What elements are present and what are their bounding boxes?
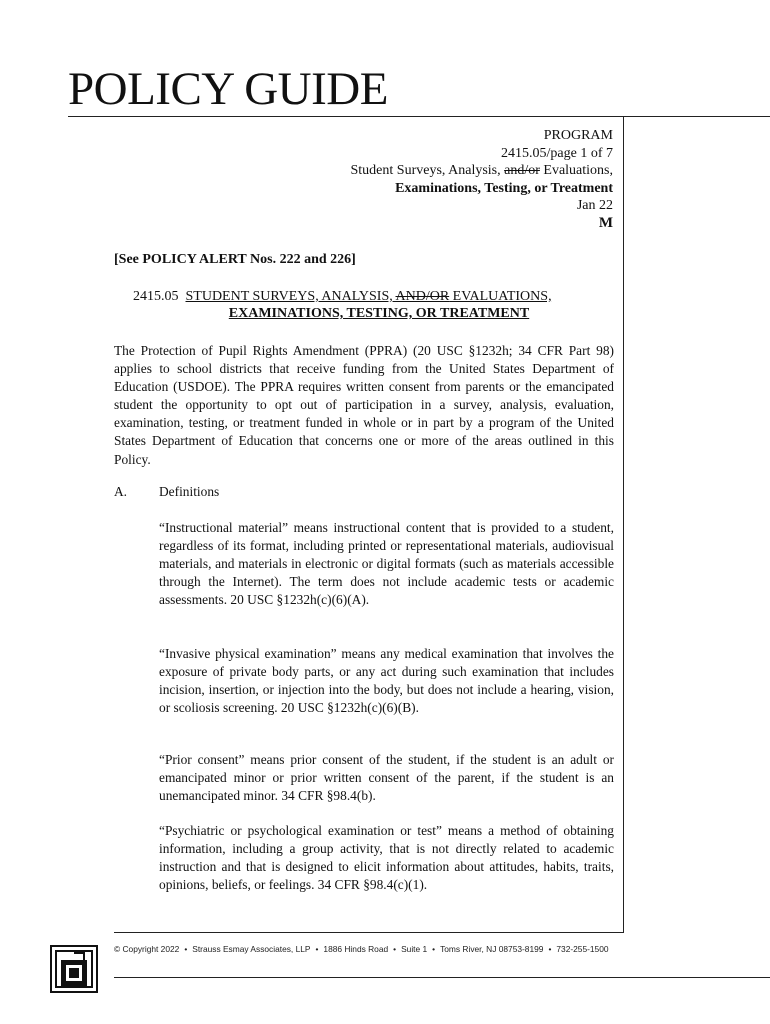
publisher-logo-icon [50, 945, 98, 993]
column-rule [623, 116, 624, 933]
policy-number: 2415.05 [133, 289, 179, 304]
page-footer: © Copyright 2022 • Strauss Esmay Associates, LLP • 1886 Hinds Road • Suite 1 • Toms River, NJ 08753-8199 • 732-255-1500 [114, 944, 609, 954]
policy-code: M [598, 214, 613, 231]
section-a-heading [114, 484, 219, 500]
section-label: A. [114, 484, 128, 499]
definition-instructional-material: “Instructional material” means instructional content that is provided to a student, regardless of its format, including printed or representational materials, audiovisual materials, and materials in electronic or digital formats (such as materials accessible through the Internet). The term does not include academic tests or academic assessments. 20 USC §1232h(c)(6)(A). [159, 520, 614, 608]
definition-prior-consent: “Prior consent” means prior consent of the student, if the student is an adult or emancipated minor or prior written consent of the parent, if the student is an unemancipated minor. 34 CFR §98.4(b). [159, 752, 614, 804]
bottom-rule [114, 977, 770, 978]
body-bottom-rule [114, 932, 624, 933]
definition-invasive-physical-examination: “Invasive physical examination” means any medical examination that involves the exposure of private body parts, or any act during such examination that includes incision, insertion, or injection into the body, but does not include a hearing, vision, or scoliosis screening. 20 USC §1232h(c)(6)(B). [159, 646, 614, 716]
heading-line-2: EXAMINATIONS, TESTING, OR TREATMENT [228, 306, 530, 321]
definition-psychiatric-examination: “Psychiatric or psychological examination or test” means a method of obtaining information, including a group activity, that is not directly related to academic instruction and that is designed to elicit information about attitudes, habits, traits, opinions, beliefs, or feelings. 34 CFR §98.4(c)(1). [159, 823, 614, 893]
heading-line-1: STUDENT SURVEYS, ANALYSIS, AND/OR EVALUATIONS, [185, 289, 552, 304]
page-number: 2415.05/page 1 of 7 [501, 145, 613, 161]
page-title: POLICY GUIDE [68, 63, 388, 115]
policy-date: Jan 22 [576, 198, 613, 213]
top-rule [68, 116, 770, 117]
subject-line-1: Student Surveys, Analysis, and/or Evaluations, [350, 163, 613, 178]
policy-header-block [351, 127, 614, 232]
intro-paragraph: The Protection of Pupil Rights Amendment (PPRA) (20 USC §1232h; 34 CFR Part 98) applies to school districts that receive funding from the United States Department of Education (USDOE). The PPRA requires written consent from parents or the emancipated student the opportunity to opt out of participation in a survey, analysis, evaluation, examination, testing, or treatment funded in whole or in part by a program of the United States Department of Education that concerns one or more of the areas outlined in this Policy. [114, 343, 614, 467]
policy-alert-note: [See POLICY ALERT Nos. 222 and 226] [114, 252, 356, 267]
section-title: Definitions [159, 484, 220, 499]
policy-heading [133, 288, 593, 322]
program-label: PROGRAM [543, 128, 613, 143]
subject-line-2: Examinations, Testing, or Treatment [395, 180, 613, 196]
struck-text: and/or [504, 163, 540, 178]
